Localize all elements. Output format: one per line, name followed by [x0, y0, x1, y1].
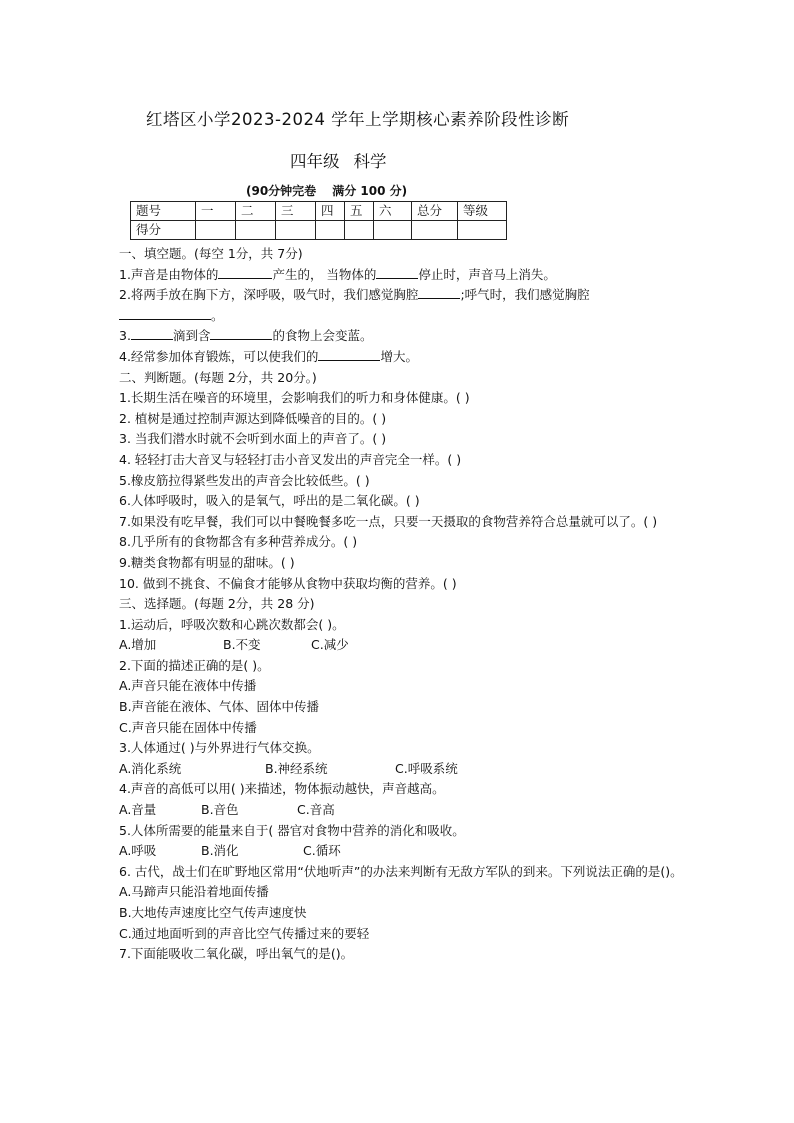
choice-question-4: 4.声音的高低可以用( )来描述，物体振动越快，声音越高。: [119, 781, 445, 797]
fill-question-2: [119, 285, 684, 306]
subject-label: 科学: [353, 152, 387, 171]
option: B.不变: [223, 637, 261, 653]
choice-question-5: 5.人体所需要的能量来自于( 器官对食物中营养的消化和吸收。: [119, 822, 465, 838]
judge-question: 10. 做到不挑食、不偏食才能够从食物中获取均衡的营养。( ): [119, 575, 457, 591]
judge-question: 1.长期生活在噪音的环境里，会影响我们的听力和身体健康。( ): [119, 390, 470, 406]
answer-blank[interactable]: [376, 266, 418, 279]
option: B.大地传声速度比空气传声速度快: [119, 905, 307, 920]
option: C.减少: [311, 637, 349, 653]
text: 的食物上会变蓝。: [272, 328, 373, 344]
table-cell: 得分: [131, 221, 196, 240]
option: A.音量: [119, 802, 157, 818]
judge-question: 9.糖类食物都有明显的甜味。( ): [119, 554, 295, 570]
score-input-cell[interactable]: [196, 221, 236, 240]
table-cell: 等级: [458, 202, 507, 221]
text: 。: [211, 307, 224, 323]
full-score: 满分 100 分): [332, 184, 408, 198]
table-cell: 四: [316, 202, 345, 221]
choice-options-4: [119, 800, 684, 821]
choice-question-7: 7.下面能吸收二氧化碳，呼出氧气的是()。: [119, 946, 354, 962]
table-cell: 五: [345, 202, 374, 221]
judge-question: 3. 当我们潜水时就不会听到水面上的声音了。( ): [119, 431, 387, 447]
text: 停止时，声音马上消失。: [418, 266, 556, 282]
exam-title: 红塔区小学2023-2024 学年上学期核心素养阶段性诊断: [146, 110, 570, 129]
exam-content: [119, 244, 684, 965]
table-cell: 三: [276, 202, 316, 221]
score-table-header-row: [131, 202, 507, 221]
judge-question: 2. 植树是通过控制声源达到降低噪音的目的。( ): [119, 410, 387, 426]
judge-question: 6.人体呼吸时，吸入的是氧气，呼出的是二氧化碳。( ): [119, 493, 420, 509]
text: 2.将两手放在胸下方，深呼吸，吸气时，我们感觉胸腔: [119, 287, 419, 303]
exam-subtitle: [290, 148, 387, 172]
choice-options-5: [119, 841, 684, 862]
option: B.消化: [201, 843, 239, 859]
answer-blank[interactable]: [131, 327, 173, 340]
text: 3.: [119, 328, 131, 344]
option: B.声音能在液体、气体、固体中传播: [119, 699, 320, 715]
section-heading-fill: 一、填空题。(每空 1分，共 7分): [119, 246, 303, 261]
answer-blank[interactable]: [218, 266, 272, 279]
text: 产生的， 当物体的: [272, 266, 377, 282]
table-cell: 一: [196, 202, 236, 221]
judge-question: 7.如果没有吃早餐，我们可以中餐晚餐多吃一点，只要一天摄取的食物营养符合总量就可以了。( ): [119, 513, 658, 529]
text: 滴到含: [172, 328, 211, 344]
option: C.呼吸系统: [395, 760, 458, 776]
score-input-cell[interactable]: [374, 221, 412, 240]
option: B.音色: [201, 802, 239, 818]
answer-blank[interactable]: [318, 348, 380, 361]
option: A.增加: [119, 637, 157, 653]
fill-question-2-cont: [119, 306, 684, 327]
judge-question: 8.几乎所有的食物都含有多种营养成分。( ): [119, 534, 358, 550]
score-input-cell[interactable]: [345, 221, 374, 240]
choice-question-3: 3.人体通过( )与外界进行气体交换。: [119, 740, 320, 756]
fill-question-3: [119, 326, 684, 347]
option: C.循环: [303, 843, 341, 859]
text: ;呼气时，我们感觉胸腔: [460, 287, 590, 303]
judge-question: 4. 轻轻打击大音叉与轻轻打击小音叉发出的声音完全一样。( ): [119, 451, 462, 467]
table-cell: 题号: [131, 202, 196, 221]
score-table: [130, 201, 507, 240]
fill-question-4: [119, 347, 684, 368]
judge-question: 5.橡皮筋拉得紧些发出的声音会比较低些。( ): [119, 472, 370, 488]
choice-options-1: [119, 635, 684, 656]
choice-question-2: 2.下面的描述正确的是( )。: [119, 657, 270, 673]
grade-label: 四年级: [290, 152, 340, 171]
answer-blank[interactable]: [210, 327, 272, 340]
table-cell: 六: [374, 202, 412, 221]
option: A.马蹄声只能沿着地面传播: [119, 884, 269, 900]
time-limit: (90分钟完卷: [246, 184, 317, 198]
score-input-cell[interactable]: [236, 221, 276, 240]
option: C.音高: [297, 802, 335, 818]
fill-question-1: [119, 265, 684, 286]
score-table-score-row: [131, 221, 507, 240]
option: B.神经系统: [265, 760, 328, 776]
exam-meta: [246, 182, 407, 199]
option: A.消化系统: [119, 760, 182, 776]
answer-blank[interactable]: [119, 307, 211, 320]
score-input-cell[interactable]: [458, 221, 507, 240]
section-heading-choice: 三、选择题。(每题 2分，共 28 分): [119, 596, 315, 612]
answer-blank[interactable]: [418, 286, 460, 299]
choice-options-3: [119, 759, 684, 780]
option: C.声音只能在固体中传播: [119, 719, 257, 735]
score-input-cell[interactable]: [412, 221, 458, 240]
score-input-cell[interactable]: [276, 221, 316, 240]
option: C.通过地面听到的声音比空气传播过来的要轻: [119, 925, 370, 941]
choice-question-6: 6. 古代，战士们在旷野地区常用“伏地听声”的办法来判断有无敌方军队的到来。下列说法正确的是()。: [119, 863, 683, 879]
option: A.声音只能在液体中传播: [119, 678, 257, 694]
text: 4.经常参加体育锻炼，可以使我们的: [119, 348, 319, 364]
choice-question-1: 1.运动后，呼吸次数和心跳次数都会( )。: [119, 616, 345, 632]
text: 增大。: [380, 348, 418, 364]
section-heading-judge: 二、判断题。(每题 2分，共 20分。): [119, 369, 317, 385]
score-input-cell[interactable]: [316, 221, 345, 240]
table-cell: 二: [236, 202, 276, 221]
option: A.呼吸: [119, 843, 157, 859]
text: 1.声音是由物体的: [119, 266, 219, 282]
table-cell: 总分: [412, 202, 458, 221]
